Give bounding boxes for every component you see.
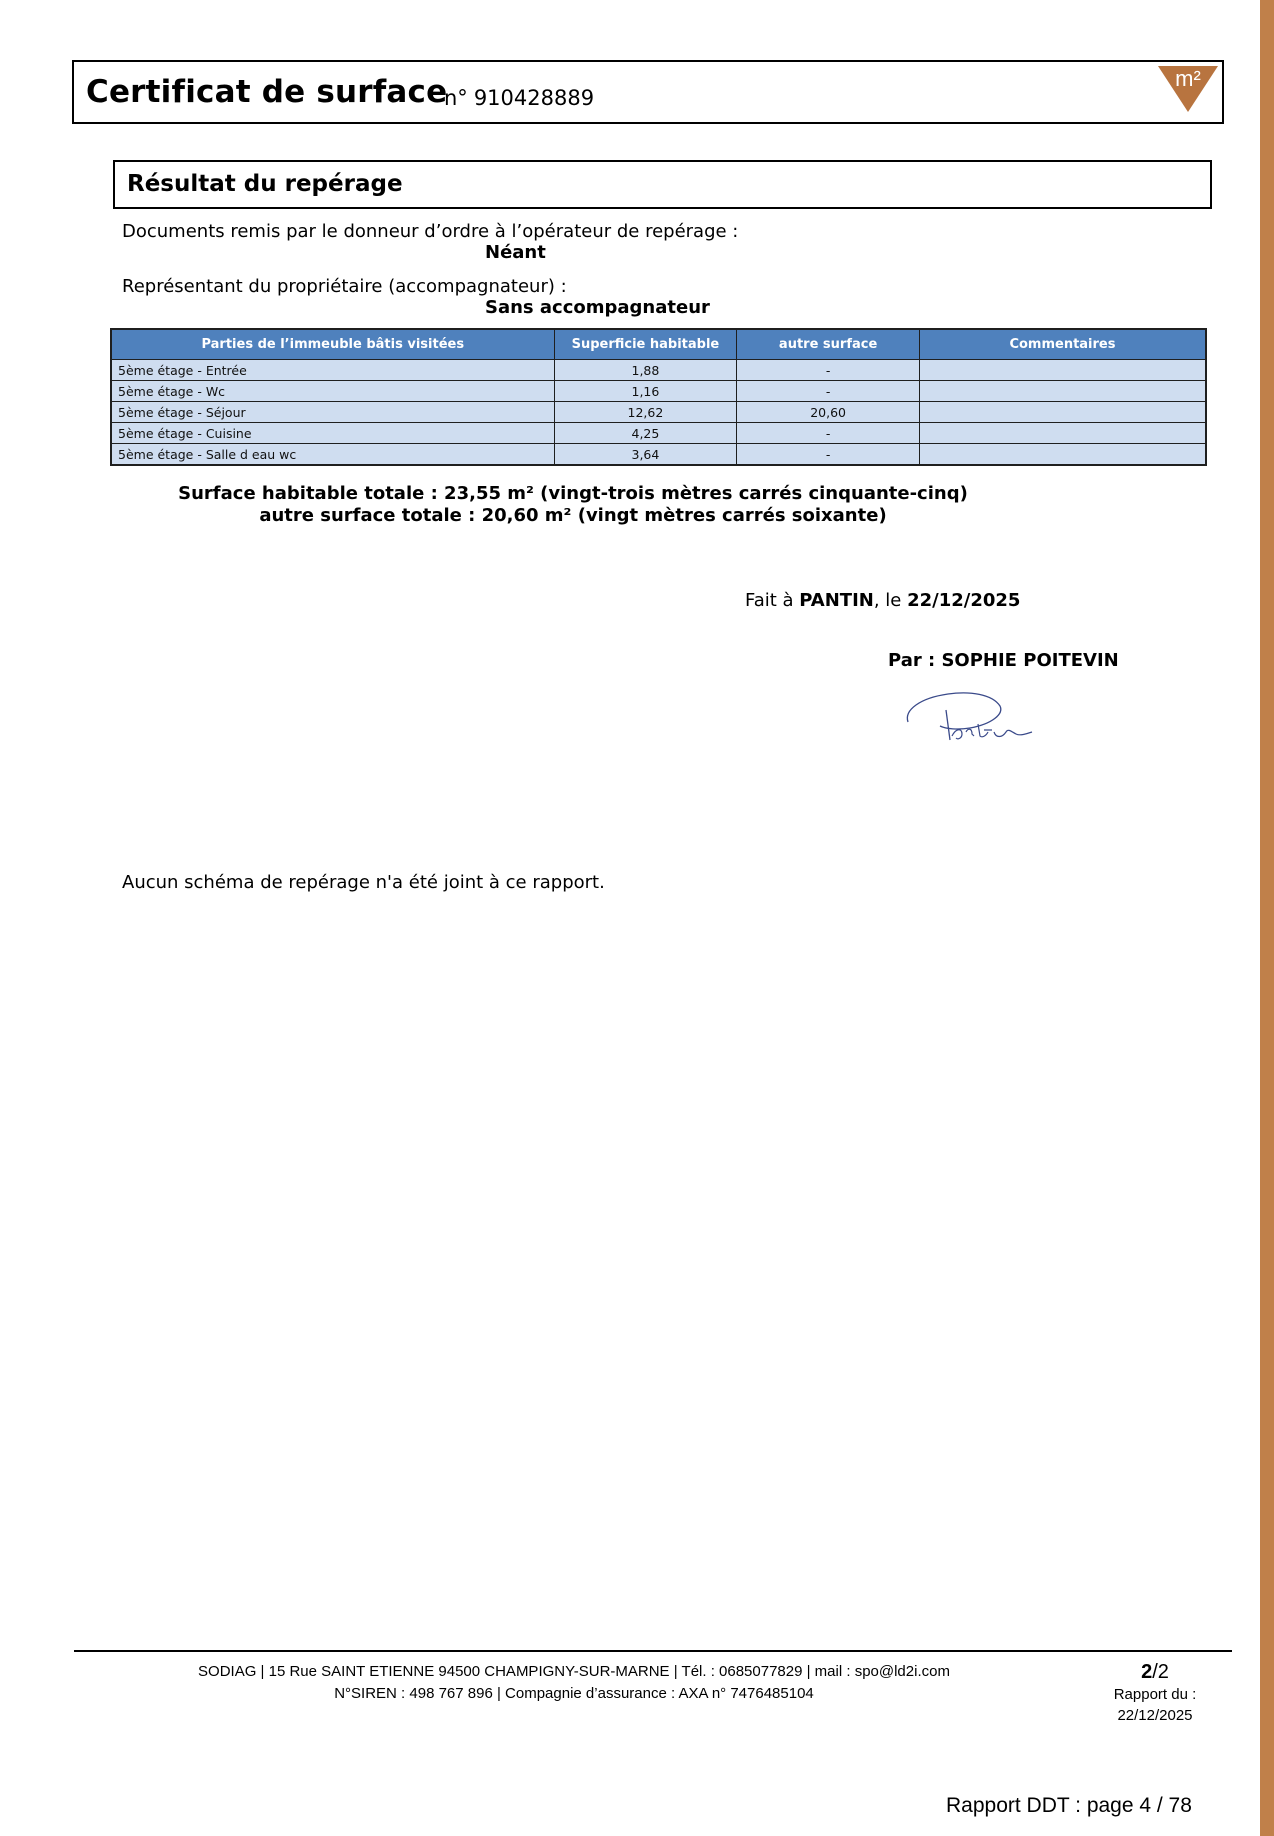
right-edge-bar <box>1260 0 1274 1836</box>
place-date: 22/12/2025 <box>907 590 1021 611</box>
documents-value: Néant <box>485 242 546 263</box>
cell-part: 5ème étage - Cuisine <box>111 423 554 444</box>
table-header-row <box>111 329 1206 360</box>
table-row <box>111 423 1206 444</box>
cell-comment <box>919 360 1206 381</box>
signatory: Par : SOPHIE POITEVIN <box>888 650 1119 671</box>
footer-divider <box>74 1650 1232 1652</box>
documents-label: Documents remis par le donneur d’ordre à l’opérateur de repérage : <box>122 221 739 242</box>
footer-company-info <box>74 1661 1074 1705</box>
table-row <box>111 381 1206 402</box>
page-indicator <box>1100 1661 1210 1726</box>
cell-part: 5ème étage - Séjour <box>111 402 554 423</box>
cell-part: 5ème étage - Salle d eau wc <box>111 444 554 466</box>
cell-other: - <box>737 381 920 402</box>
cell-other: - <box>737 360 920 381</box>
page-total: /2 <box>1152 1661 1169 1683</box>
cell-comment <box>919 402 1206 423</box>
place-prefix: Fait à <box>745 590 800 611</box>
cell-habitable: 3,64 <box>554 444 737 466</box>
cell-comment <box>919 423 1206 444</box>
cell-part: 5ème étage - Entrée <box>111 360 554 381</box>
totals-block <box>0 483 1274 527</box>
representative-value: Sans accompagnateur <box>485 297 710 318</box>
cell-comment <box>919 381 1206 402</box>
table-row <box>111 444 1206 466</box>
place-city: PANTIN <box>799 590 874 611</box>
date-prefix: , le <box>873 590 908 611</box>
rooms-table <box>110 328 1207 466</box>
certificate-title: Certificat de surface <box>86 74 448 110</box>
cell-habitable: 4,25 <box>554 423 737 444</box>
section-heading-box <box>113 160 1212 209</box>
table-row <box>111 360 1206 381</box>
col-header-habitable: Superficie habitable <box>554 329 737 360</box>
certificate-number <box>444 86 594 110</box>
cell-other: - <box>737 423 920 444</box>
certificate-header <box>72 60 1224 124</box>
cell-habitable: 12,62 <box>554 402 737 423</box>
signature-place-date <box>745 590 1020 611</box>
cell-habitable: 1,16 <box>554 381 737 402</box>
total-habitable: Surface habitable totale : 23,55 m² (vingt-trois mètres carrés cinquante-cinq) <box>178 483 968 504</box>
ddt-page-number: Rapport DDT : page 4 / 78 <box>946 1794 1192 1817</box>
footer-line-2: N°SIREN : 498 767 896 | Compagnie d’assurance : AXA n° 7476485104 <box>334 1685 814 1702</box>
cell-part: 5ème étage - Wc <box>111 381 554 402</box>
number-label: n° <box>444 86 468 110</box>
schema-note: Aucun schéma de repérage n'a été joint à ce rapport. <box>122 872 605 893</box>
cell-habitable: 1,88 <box>554 360 737 381</box>
logo-text: m² <box>1175 66 1201 91</box>
cell-comment <box>919 444 1206 466</box>
m2-logo-icon <box>1152 62 1224 124</box>
col-header-parts: Parties de l’immeuble bâtis visitées <box>111 329 554 360</box>
col-header-comments: Commentaires <box>919 329 1206 360</box>
representative-label: Représentant du propriétaire (accompagnateur) : <box>122 276 567 297</box>
section-title: Résultat du repérage <box>127 171 403 197</box>
page-current: 2 <box>1141 1661 1153 1683</box>
footer-line-1: SODIAG | 15 Rue SAINT ETIENNE 94500 CHAMPIGNY-SUR-MARNE | Tél. : 0685077829 | mail : spo@ld2i.com <box>198 1663 950 1680</box>
cell-other: - <box>737 444 920 466</box>
handwritten-signature <box>900 680 1040 760</box>
report-label: Rapport du : <box>1113 1686 1197 1703</box>
total-other: autre surface totale : 20,60 m² (vingt mètres carrés soixante) <box>259 505 887 526</box>
number-value: 910428889 <box>473 86 595 110</box>
table-row <box>111 402 1206 423</box>
cell-other: 20,60 <box>737 402 920 423</box>
report-date: 22/12/2025 <box>1117 1707 1193 1724</box>
col-header-other: autre surface <box>737 329 920 360</box>
